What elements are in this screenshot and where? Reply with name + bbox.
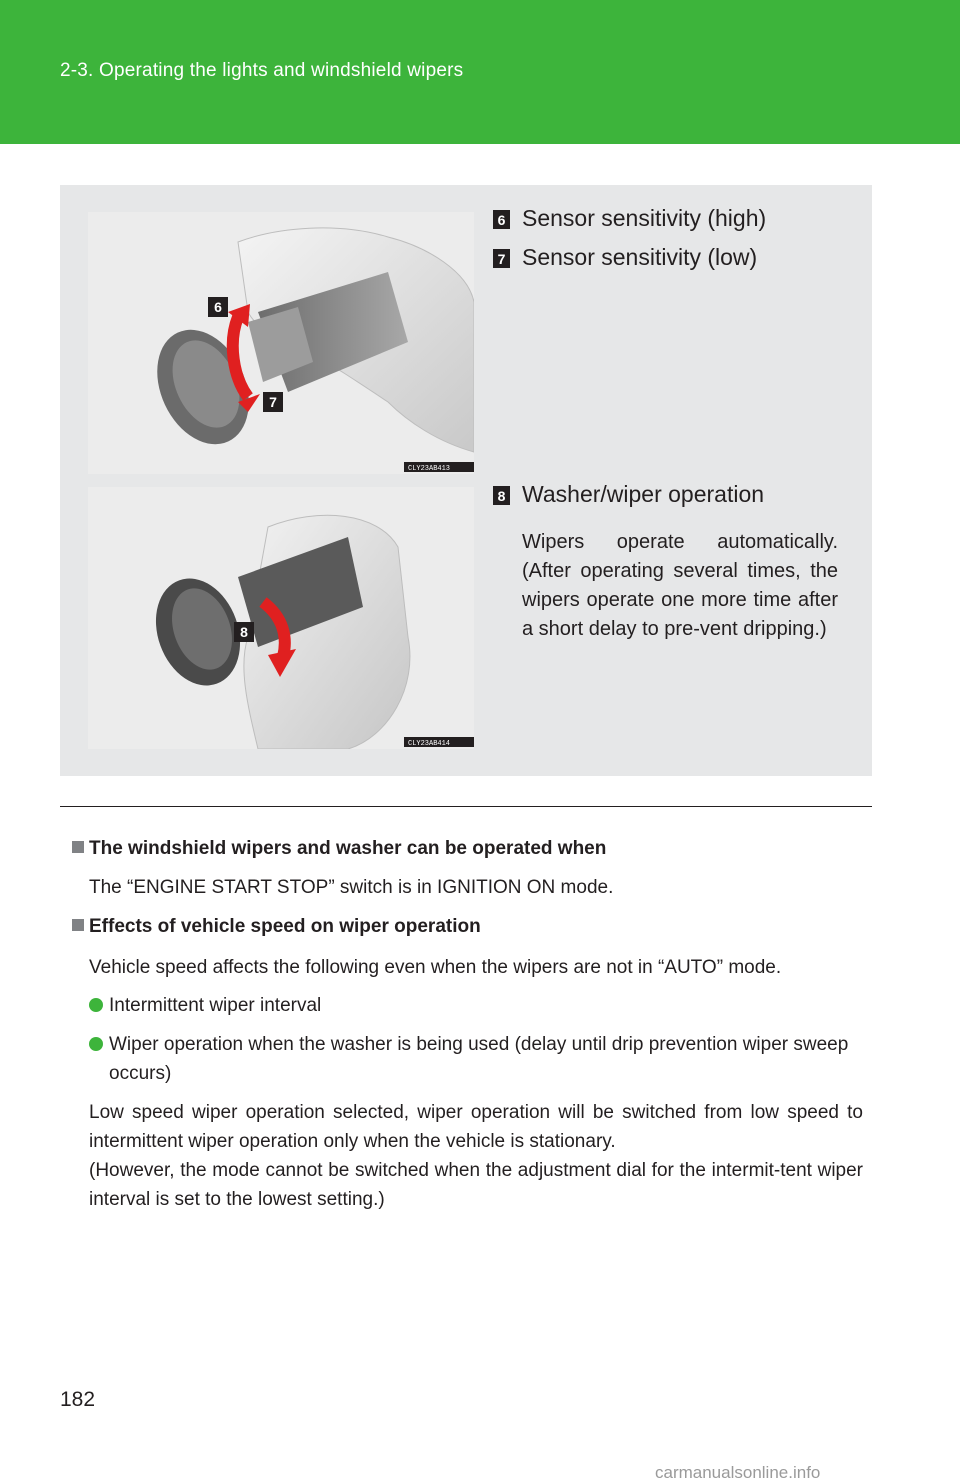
washer-description: Wipers operate automatically. (After operating several times, the wipers operate one more time after a short delay to pre-vent dripping.) <box>522 531 838 640</box>
illustration-sensitivity <box>88 212 474 474</box>
header-bar <box>0 0 960 144</box>
svg-text:8: 8 <box>240 624 248 640</box>
bullet-dot-icon <box>89 1037 103 1051</box>
note-heading-operation: The windshield wipers and washer can be operated when <box>72 838 606 860</box>
item-washer-wiper <box>493 481 764 508</box>
square-bullet-icon <box>72 841 84 853</box>
section-divider <box>60 806 872 807</box>
page-number: 182 <box>60 1388 96 1411</box>
svg-text:7: 7 <box>269 394 277 410</box>
square-bullet-icon <box>72 919 84 931</box>
bullet-dot-icon <box>89 998 103 1012</box>
illustration-panel <box>60 185 872 776</box>
note-text: (However, the mode cannot be switched when the adjustment dial for the intermit-tent wiper interval is set to the lowest setting.) <box>89 1160 863 1210</box>
bullet-item: Wiper operation when the washer is being used (delay until drip prevention wiper sweep occurs) <box>89 1030 863 1088</box>
note-heading-speed: Effects of vehicle speed on wiper operation <box>72 916 481 938</box>
section-title: 2-3. Operating the lights and windshield wipers <box>60 60 464 81</box>
number-badge-7: 7 <box>493 249 510 268</box>
bullet-item: Intermittent wiper interval <box>89 991 863 1020</box>
illustration-code: CLY23AB414 <box>408 740 451 748</box>
note-text: The “ENGINE START STOP” switch is in IGNITION ON mode. <box>89 877 614 898</box>
item-sensor-low <box>493 244 757 271</box>
number-badge-8: 8 <box>493 486 510 505</box>
note-text: Vehicle speed affects the following even when the wipers are not in “AUTO” mode. <box>89 957 782 978</box>
item-label: Washer/wiper operation <box>522 481 765 507</box>
item-label: Sensor sensitivity (low) <box>522 244 758 270</box>
item-sensor-high <box>493 205 766 232</box>
number-badge-6: 6 <box>493 210 510 229</box>
svg-text:6: 6 <box>214 299 222 315</box>
watermark: carmanualsonline.info <box>655 1463 821 1482</box>
illustration-washer <box>88 487 474 749</box>
item-label: Sensor sensitivity (high) <box>522 205 767 231</box>
illustration-code: CLY23AB413 <box>408 465 451 473</box>
note-text: Low speed wiper operation selected, wiper operation will be switched from low speed to intermittent wiper operation only when the vehicle is stationary. <box>89 1102 863 1152</box>
